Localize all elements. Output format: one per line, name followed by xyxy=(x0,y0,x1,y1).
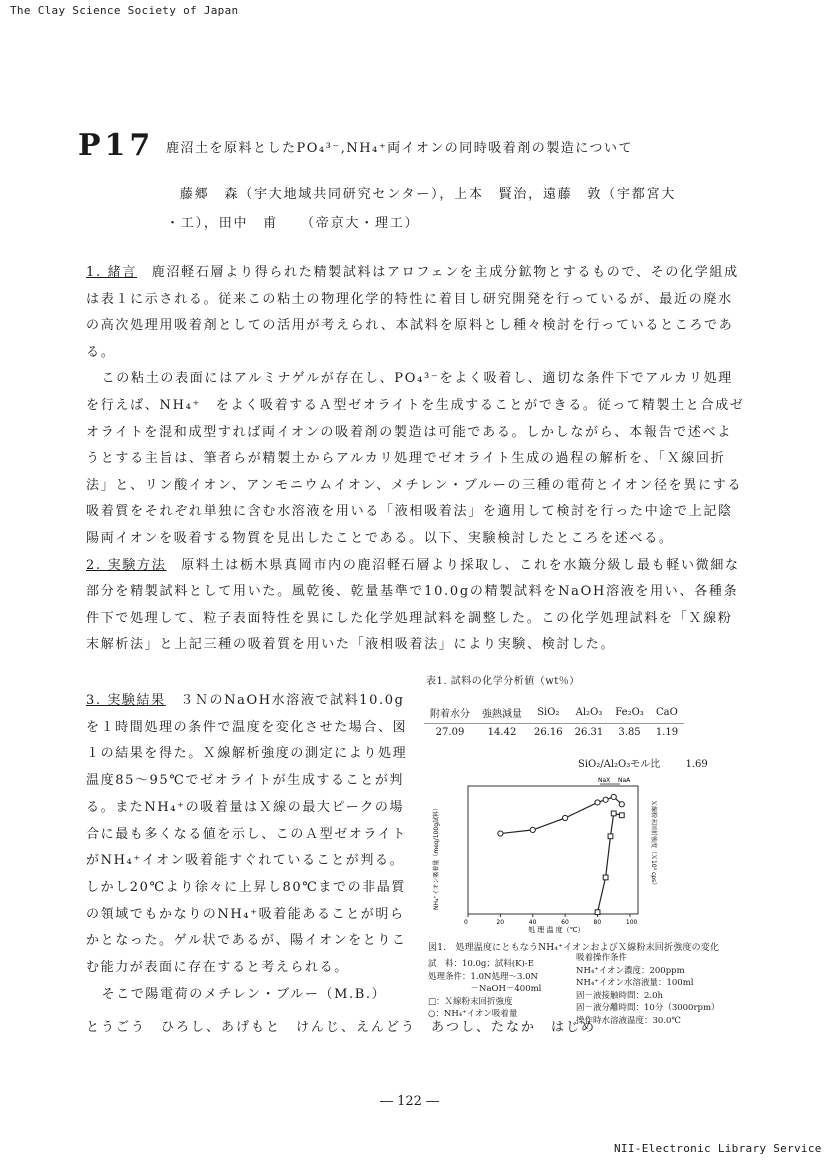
y-axis-label-right: Ｘ線粉末回折強度（Ｘ10³ cps） xyxy=(650,800,657,889)
figure-1-caption: 図1. 処理温度にともなうNH₄⁺イオンおよびＸ線粉末回折強度の変化 xyxy=(428,943,720,953)
x-tick-label: 20 xyxy=(496,919,505,926)
x-axis-label: 処 理 温 度（℃） xyxy=(528,926,585,934)
y-axis-label-left: NH₄⁺イオン吸着量（meq/100g試料） xyxy=(433,804,440,910)
figure-1-chart xyxy=(428,770,658,935)
table-1 xyxy=(424,702,684,741)
condition-line: NH₄⁺イオン濃度：200ppm xyxy=(576,965,685,976)
section-2-heading: 2. 実験方法 xyxy=(86,557,167,573)
xrd-point xyxy=(619,813,624,818)
condition-line: □：Ｘ線粉末回折強度 xyxy=(428,996,513,1007)
nh4-point xyxy=(498,831,503,836)
table-1-caption: 表1. 試料の化学分析値（wt％） xyxy=(426,676,580,687)
x-tick-label: 40 xyxy=(528,919,537,926)
romaji-authors: とうごう ひろし、あげもと けんじ、えんどう あつし、たなか はじめ xyxy=(86,1020,597,1035)
nh4-point xyxy=(619,802,624,807)
footer-service: NII-Electronic Library Service xyxy=(614,1142,822,1155)
x-tick-label: 60 xyxy=(561,919,569,926)
nh4-adsorption-line xyxy=(500,797,621,834)
authors-line-1: 藤郷 森（宇大地域共同研究センター），上本 賢治，遠藤 敦（宇都宮大 xyxy=(180,187,677,202)
condition-line: 処理条件：1.0N処理～3.0N xyxy=(428,971,538,982)
paper-code: P17 xyxy=(78,128,155,163)
section-1-text: 鹿沼軽石層より得られた精製試料はアロフェンを主成分鉱物とするもので、その化学組成は表１に示される。従来この粘土の物理化学的特性に着目し研究開発を行っているが、最近の廃水の高次処理用吸着剤としての活用が考えられ、本試料を原料とし種々検討を行っているところである。 xyxy=(86,265,739,360)
section-1-heading: 1. 緒言 xyxy=(86,265,138,280)
nh4-point xyxy=(530,827,535,832)
table-1-cell: 26.31 xyxy=(574,727,604,738)
body-upper xyxy=(86,260,746,659)
section-1 xyxy=(86,260,746,366)
table-1-header-row xyxy=(424,702,684,724)
peak-label-naa: NaA xyxy=(618,777,631,784)
condition-line: 固－液分離時間：10分（3000rpm） xyxy=(576,1003,720,1013)
conditions-right xyxy=(576,952,720,1027)
nh4-point xyxy=(563,815,568,820)
x-ticks xyxy=(464,914,638,926)
table-1-cell: 14.42 xyxy=(487,727,517,738)
condition-line: －NaOH－400ml xyxy=(428,984,542,994)
section-2-text: 原料土は栃木県真岡市内の鹿沼軽石層より採取し、これを水簸分級し最も軽い微細な部分を精製試料として用いた。風乾後、乾量基準で10.0gの精製試料をNaOH溶液を用い、各種条件下で処理して、粒子表面特性を異にした化学処理試料を調整した。この化学処理試料を「Ｘ線粉末解析法」と上記三種の吸着質を用いた「液相吸着法」により実験、検討した。 xyxy=(86,557,740,653)
table-1-cell: 26.16 xyxy=(534,727,563,738)
data-marks xyxy=(498,794,625,914)
table-1-cell: 3.85 xyxy=(618,727,641,738)
society-header: The Clay Science Society of Japan xyxy=(10,4,239,17)
nh4-point xyxy=(611,794,616,799)
table-1-header: Fe₂O₃ xyxy=(609,702,650,724)
table-1-header: SiO₂ xyxy=(528,702,569,724)
table-1-header: 強熱減量 xyxy=(476,702,528,724)
nh4-point xyxy=(603,797,608,802)
nh4-point xyxy=(595,800,600,805)
xrd-point xyxy=(603,875,608,880)
section-1-para-2: この粘土の表面にはアルミナゲルが存在し、PO₄³⁻をよく吸着し、適切な条件下でアルカリ処理を行えば、NH₄⁺ をよく吸着するＡ型ゼオライトを生成することができる。従って精製土と合成ゼオライトを混和成型すれば両イオンの吸着剤の製造は可能である。しかしながら、本報告で述べようとする主旨は、筆者らが精製土からアルカリ処理でゼオライト生成の過程の解析を、「Ｘ線回折法」と、リン酸イオン、アンモニウムイオン、メチレン・ブルーの三種の電荷とイオン径を異にする吸着質をそれぞれ単独に含む水溶液を用いる「液相吸着法」を適用して検討を行った中途で上記陰陽両イオンを吸着する物質を見出したことである。以下、実験検討したところを述べる。 xyxy=(86,371,745,546)
x-tick-label: 80 xyxy=(593,919,602,926)
condition-line: 操作時水溶液温度：30.0℃ xyxy=(576,1015,681,1026)
paper-title: 鹿沼土を原料としたPO₄³⁻,NH₄⁺両イオンの同時吸着剤の製造について xyxy=(166,141,633,156)
peak-label-nax: NaX xyxy=(598,777,611,784)
molar-ratio xyxy=(578,755,708,770)
table-1-header: Al₂O₃ xyxy=(569,702,610,724)
section-3-heading: 3. 実験結果 xyxy=(86,693,166,708)
table-1-header: CaO xyxy=(650,702,684,724)
condition-line: ○：NH₄⁺イオン吸着量 xyxy=(428,1009,518,1019)
molar-ratio-value: 1.69 xyxy=(685,759,708,770)
condition-line: 吸着操作条件 xyxy=(576,953,628,963)
molar-ratio-label: SiO₂/Al₂O₃モル比 xyxy=(578,759,661,770)
xrd-point xyxy=(608,834,613,839)
xrd-point xyxy=(611,811,616,816)
table-1-header: 附着水分 xyxy=(424,702,476,724)
section-3 xyxy=(86,688,416,982)
x-tick-label: 100 xyxy=(625,919,638,926)
table-1-cell: 27.09 xyxy=(435,727,465,738)
plot-frame xyxy=(468,786,638,914)
section-2 xyxy=(86,553,746,659)
authors-line-2: ・工），田中 甫 （帝京大・理工） xyxy=(166,216,420,231)
x-tick-label: 0 xyxy=(464,919,468,926)
table-1-value-row xyxy=(424,724,684,742)
xrd-intensity-line xyxy=(598,813,622,912)
section-3-text: ３ＮのNaOH水溶液で試料10.0gを１時間処理の条件で温度を変化させた場合、図１の結果を得た。Ｘ線解析強度の測定により処理温度85～95℃でゼオライトが生成することが判る。またNH₄⁺の吸着量はＸ線の最大ピークの場合に最も多くなる値を示し、このＡ型ゼオライトがNH₄⁺イオン吸着能すぐれていることが判る。しかし20℃より徐々に上昇し80℃までの非晶質の領域でもかなりのNH₄⁺吸着能あることが明らかとなった。ゲル状であるが、陽イオンをとりこむ能力が表面に存在すると考えられる。 xyxy=(86,693,408,976)
table-1-cell: 1.19 xyxy=(655,727,679,738)
condition-line: 固－液接触時間：2.0h xyxy=(576,990,663,1001)
section-3-para-2: そこで陽電荷のメチレン・ブルー（M.B.） xyxy=(101,986,387,1002)
page-number: ― 122 ― xyxy=(380,1094,440,1109)
xrd-point xyxy=(595,910,600,915)
conditions-left xyxy=(428,958,541,1021)
condition-line: NH₄⁺イオン水溶液量：100ml xyxy=(576,978,694,988)
body-left-column xyxy=(86,688,416,1008)
condition-line: 試 料：10.0g；試料(K)-E xyxy=(428,959,534,969)
